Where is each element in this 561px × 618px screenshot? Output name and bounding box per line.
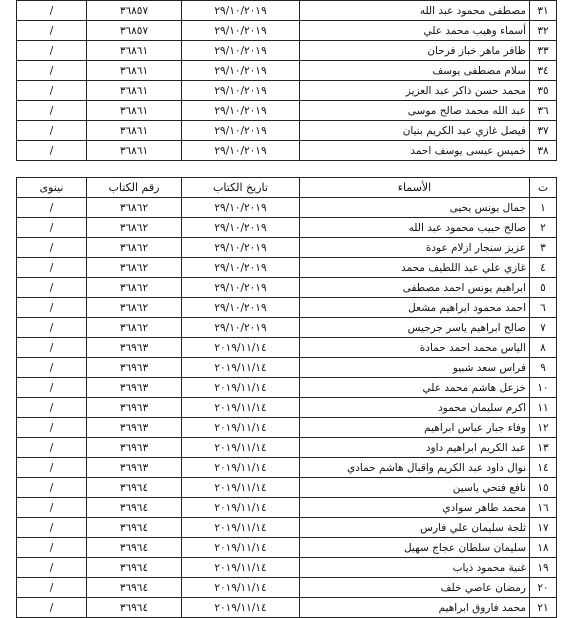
row-number: ١٢ <box>530 418 557 438</box>
letter-number: ٣٦٩٦٣ <box>87 358 182 378</box>
letter-date: ٢٩/١٠/٢٠١٩ <box>182 61 300 81</box>
nineveh-mark: / <box>17 21 87 41</box>
person-name: نوال داود عبد الكريم واقبال هاشم حمادي <box>300 458 530 478</box>
table-row <box>17 41 557 61</box>
person-name: أسماء وهيب محمد علي <box>300 21 530 41</box>
nineveh-mark: / <box>17 298 87 318</box>
letter-date: ٢٩/١٠/٢٠١٩ <box>182 101 300 121</box>
letter-number: ٣٦٨٦٢ <box>87 238 182 258</box>
letter-number: ٣٦٨٦١ <box>87 101 182 121</box>
letter-date: ٢٠١٩/١١/١٤ <box>182 338 300 358</box>
row-number: ١١ <box>530 398 557 418</box>
row-number: ١٦ <box>530 498 557 518</box>
nineveh-mark: / <box>17 81 87 101</box>
nineveh-mark: / <box>17 318 87 338</box>
letter-number: ٣٦٩٦٤ <box>87 498 182 518</box>
letter-date: ٢٠١٩/١١/١٤ <box>182 358 300 378</box>
letter-date: ٢٠١٩/١١/١٤ <box>182 538 300 558</box>
letter-number: ٣٦٨٦١ <box>87 141 182 161</box>
letter-date: ٢٠١٩/١١/١٤ <box>182 458 300 478</box>
table-row <box>17 598 557 618</box>
nineveh-mark: / <box>17 61 87 81</box>
letter-date: ٢٩/١٠/٢٠١٩ <box>182 41 300 61</box>
letter-date: ٢٩/١٠/٢٠١٩ <box>182 121 300 141</box>
person-name: صالح ابراهيم ياسر جرجيس <box>300 318 530 338</box>
nineveh-mark: / <box>17 1 87 21</box>
nineveh-mark: / <box>17 598 87 618</box>
letter-date: ٢٠١٩/١١/١٤ <box>182 478 300 498</box>
person-name: ابراهيم يونس احمد مصطفى <box>300 278 530 298</box>
table-row <box>17 81 557 101</box>
letter-date: ٢٩/١٠/٢٠١٩ <box>182 278 300 298</box>
person-name: مصطفى محمود عبد الله <box>300 1 530 21</box>
letter-number: ٣٦٨٦١ <box>87 41 182 61</box>
nineveh-mark: / <box>17 41 87 61</box>
person-name: الياس محمد احمد حمادة <box>300 338 530 358</box>
nineveh-mark: / <box>17 121 87 141</box>
letter-date: ٢٠١٩/١١/١٤ <box>182 498 300 518</box>
person-name: خزعل هاشم محمد علي <box>300 378 530 398</box>
nineveh-mark: / <box>17 398 87 418</box>
table-row <box>17 578 557 598</box>
letter-date: ٢٠١٩/١١/١٤ <box>182 598 300 618</box>
header-row <box>17 178 557 198</box>
person-name: جمال يونس يحيى <box>300 198 530 218</box>
person-name: عبد الله محمد صالح موسى <box>300 101 530 121</box>
letter-number: ٣٦٨٦٢ <box>87 198 182 218</box>
letter-date: ٢٩/١٠/٢٠١٩ <box>182 21 300 41</box>
letter-number: ٣٦٨٥٧ <box>87 1 182 21</box>
letter-date: ٢٩/١٠/٢٠١٩ <box>182 1 300 21</box>
person-name: فيصل غازي عبد الكريم بنيان <box>300 121 530 141</box>
letter-date: ٢٩/١٠/٢٠١٩ <box>182 258 300 278</box>
person-name: اكرم سليمان محمود <box>300 398 530 418</box>
nineveh-mark: / <box>17 198 87 218</box>
table-row <box>17 498 557 518</box>
person-name: غازي علي عبد اللطيف محمد <box>300 258 530 278</box>
row-number: ١٧ <box>530 518 557 538</box>
person-name: غنية محمود ذياب <box>300 558 530 578</box>
table-row <box>17 258 557 278</box>
top-table-body <box>17 1 557 161</box>
letter-number: ٣٦٨٦١ <box>87 61 182 81</box>
row-number: ٢١ <box>530 598 557 618</box>
table-row <box>17 101 557 121</box>
row-number: ٣ <box>530 238 557 258</box>
table-row <box>17 418 557 438</box>
nineveh-mark: / <box>17 141 87 161</box>
row-number: ٣٧ <box>530 121 557 141</box>
letter-number: ٣٦٩٦٣ <box>87 378 182 398</box>
row-number: ٩ <box>530 358 557 378</box>
nineveh-mark: / <box>17 558 87 578</box>
row-number: ١٠ <box>530 378 557 398</box>
table-row <box>17 438 557 458</box>
table-row <box>17 538 557 558</box>
header-nineveh: نينوى <box>17 178 87 198</box>
person-name: وفاء جبار عباس ابراهيم <box>300 418 530 438</box>
row-number: ١٤ <box>530 458 557 478</box>
row-number: ٣١ <box>530 1 557 21</box>
person-name: عزيز سنجار ازلام عودة <box>300 238 530 258</box>
letter-number: ٣٦٨٦٢ <box>87 298 182 318</box>
letter-number: ٣٦٨٦٢ <box>87 278 182 298</box>
table-row <box>17 318 557 338</box>
person-name: سليمان سلطان عجاج سهيل <box>300 538 530 558</box>
letter-date: ٢٩/١٠/٢٠١٩ <box>182 141 300 161</box>
nineveh-mark: / <box>17 438 87 458</box>
person-name: سلام مصطفى يوسف <box>300 61 530 81</box>
row-number: ٣٦ <box>530 101 557 121</box>
nineveh-mark: / <box>17 578 87 598</box>
person-name: محمد حسن ذاكر عبد العزيز <box>300 81 530 101</box>
nineveh-mark: / <box>17 498 87 518</box>
row-number: ٣٨ <box>530 141 557 161</box>
row-number: ٣٢ <box>530 21 557 41</box>
header-letter-date: تاريخ الكتاب <box>182 178 300 198</box>
table-row <box>17 558 557 578</box>
table-row <box>17 121 557 141</box>
table-row <box>17 398 557 418</box>
letter-number: ٣٦٩٦٣ <box>87 458 182 478</box>
nineveh-mark: / <box>17 458 87 478</box>
letter-number: ٣٦٩٦٤ <box>87 518 182 538</box>
table-row <box>17 141 557 161</box>
row-number: ٢ <box>530 218 557 238</box>
person-name: خميس عيسى يوسف احمد <box>300 141 530 161</box>
letter-date: ٢٠١٩/١١/١٤ <box>182 438 300 458</box>
table-row <box>17 378 557 398</box>
table-row <box>17 358 557 378</box>
row-number: ١٨ <box>530 538 557 558</box>
letter-date: ٢٠١٩/١١/١٤ <box>182 558 300 578</box>
letter-number: ٣٦٩٦٣ <box>87 418 182 438</box>
table-row <box>17 478 557 498</box>
person-name: محمد طاهر سوادي <box>300 498 530 518</box>
letter-number: ٣٦٩٦٤ <box>87 558 182 578</box>
row-number: ٦ <box>530 298 557 318</box>
table-row <box>17 278 557 298</box>
bottom-table-body <box>17 198 557 618</box>
nineveh-mark: / <box>17 258 87 278</box>
letter-number: ٣٦٨٥٧ <box>87 21 182 41</box>
nineveh-mark: / <box>17 278 87 298</box>
nineveh-mark: / <box>17 218 87 238</box>
person-name: رمضان عاصي خلف <box>300 578 530 598</box>
letter-date: ٢٩/١٠/٢٠١٩ <box>182 198 300 218</box>
person-name: نافع فتحي ياسين <box>300 478 530 498</box>
letter-date: ٢٩/١٠/٢٠١٩ <box>182 81 300 101</box>
table-row <box>17 61 557 81</box>
table-row <box>17 238 557 258</box>
letter-number: ٣٦٩٦٣ <box>87 398 182 418</box>
row-number: ١٣ <box>530 438 557 458</box>
table-row <box>17 298 557 318</box>
header-number: ت <box>530 178 557 198</box>
letter-date: ٢٩/١٠/٢٠١٩ <box>182 298 300 318</box>
row-number: ٣٥ <box>530 81 557 101</box>
nineveh-mark: / <box>17 538 87 558</box>
person-name: عبد الكريم ابراهيم داود <box>300 438 530 458</box>
nineveh-mark: / <box>17 358 87 378</box>
letter-number: ٣٦٨٦١ <box>87 81 182 101</box>
row-number: ١٩ <box>530 558 557 578</box>
row-number: ١ <box>530 198 557 218</box>
person-name: ثلجة سليمان علي فارس <box>300 518 530 538</box>
letter-number: ٣٦٩٦٤ <box>87 578 182 598</box>
letter-number: ٣٦٨٦٢ <box>87 258 182 278</box>
row-number: ٧ <box>530 318 557 338</box>
header-letter-number: رقم الكتاب <box>87 178 182 198</box>
nineveh-mark: / <box>17 418 87 438</box>
row-number: ١٥ <box>530 478 557 498</box>
letter-number: ٣٦٩٦٣ <box>87 338 182 358</box>
letter-number: ٣٦٩٦٤ <box>87 538 182 558</box>
table-row <box>17 1 557 21</box>
person-name: احمد محمود ابراهيم مشعل <box>300 298 530 318</box>
person-name: محمد فاروق ابراهيم <box>300 598 530 618</box>
table-row <box>17 21 557 41</box>
table-row <box>17 338 557 358</box>
letter-date: ٢٠١٩/١١/١٤ <box>182 578 300 598</box>
bottom-table <box>16 177 557 618</box>
nineveh-mark: / <box>17 101 87 121</box>
letter-number: ٣٦٩٦٤ <box>87 478 182 498</box>
row-number: ٣٤ <box>530 61 557 81</box>
row-number: ٥ <box>530 278 557 298</box>
table-row <box>17 458 557 478</box>
row-number: ٢٠ <box>530 578 557 598</box>
letter-number: ٣٦٨٦٢ <box>87 318 182 338</box>
table-row <box>17 518 557 538</box>
letter-date: ٢٠١٩/١١/١٤ <box>182 378 300 398</box>
row-number: ٤ <box>530 258 557 278</box>
nineveh-mark: / <box>17 518 87 538</box>
nineveh-mark: / <box>17 378 87 398</box>
letter-date: ٢٩/١٠/٢٠١٩ <box>182 238 300 258</box>
table-row <box>17 198 557 218</box>
letter-date: ٢٠١٩/١١/١٤ <box>182 418 300 438</box>
header-names: الأسماء <box>300 178 530 198</box>
row-number: ٣٣ <box>530 41 557 61</box>
letter-date: ٢٩/١٠/٢٠١٩ <box>182 318 300 338</box>
letter-number: ٣٦٨٦٢ <box>87 218 182 238</box>
letter-date: ٢٠١٩/١١/١٤ <box>182 518 300 538</box>
top-table <box>16 0 557 161</box>
letter-date: ٢٩/١٠/٢٠١٩ <box>182 218 300 238</box>
nineveh-mark: / <box>17 478 87 498</box>
letter-number: ٣٦٨٦١ <box>87 121 182 141</box>
table-row <box>17 218 557 238</box>
person-name: ظافر ماهر خباز فرحان <box>300 41 530 61</box>
letter-number: ٣٦٩٦٣ <box>87 438 182 458</box>
person-name: صالح حبيب محمود عبد الله <box>300 218 530 238</box>
letter-number: ٣٦٩٦٤ <box>87 598 182 618</box>
letter-date: ٢٠١٩/١١/١٤ <box>182 398 300 418</box>
bottom-table-header <box>17 178 557 198</box>
nineveh-mark: / <box>17 238 87 258</box>
person-name: فراس سعد شبيو <box>300 358 530 378</box>
nineveh-mark: / <box>17 338 87 358</box>
row-number: ٨ <box>530 338 557 358</box>
